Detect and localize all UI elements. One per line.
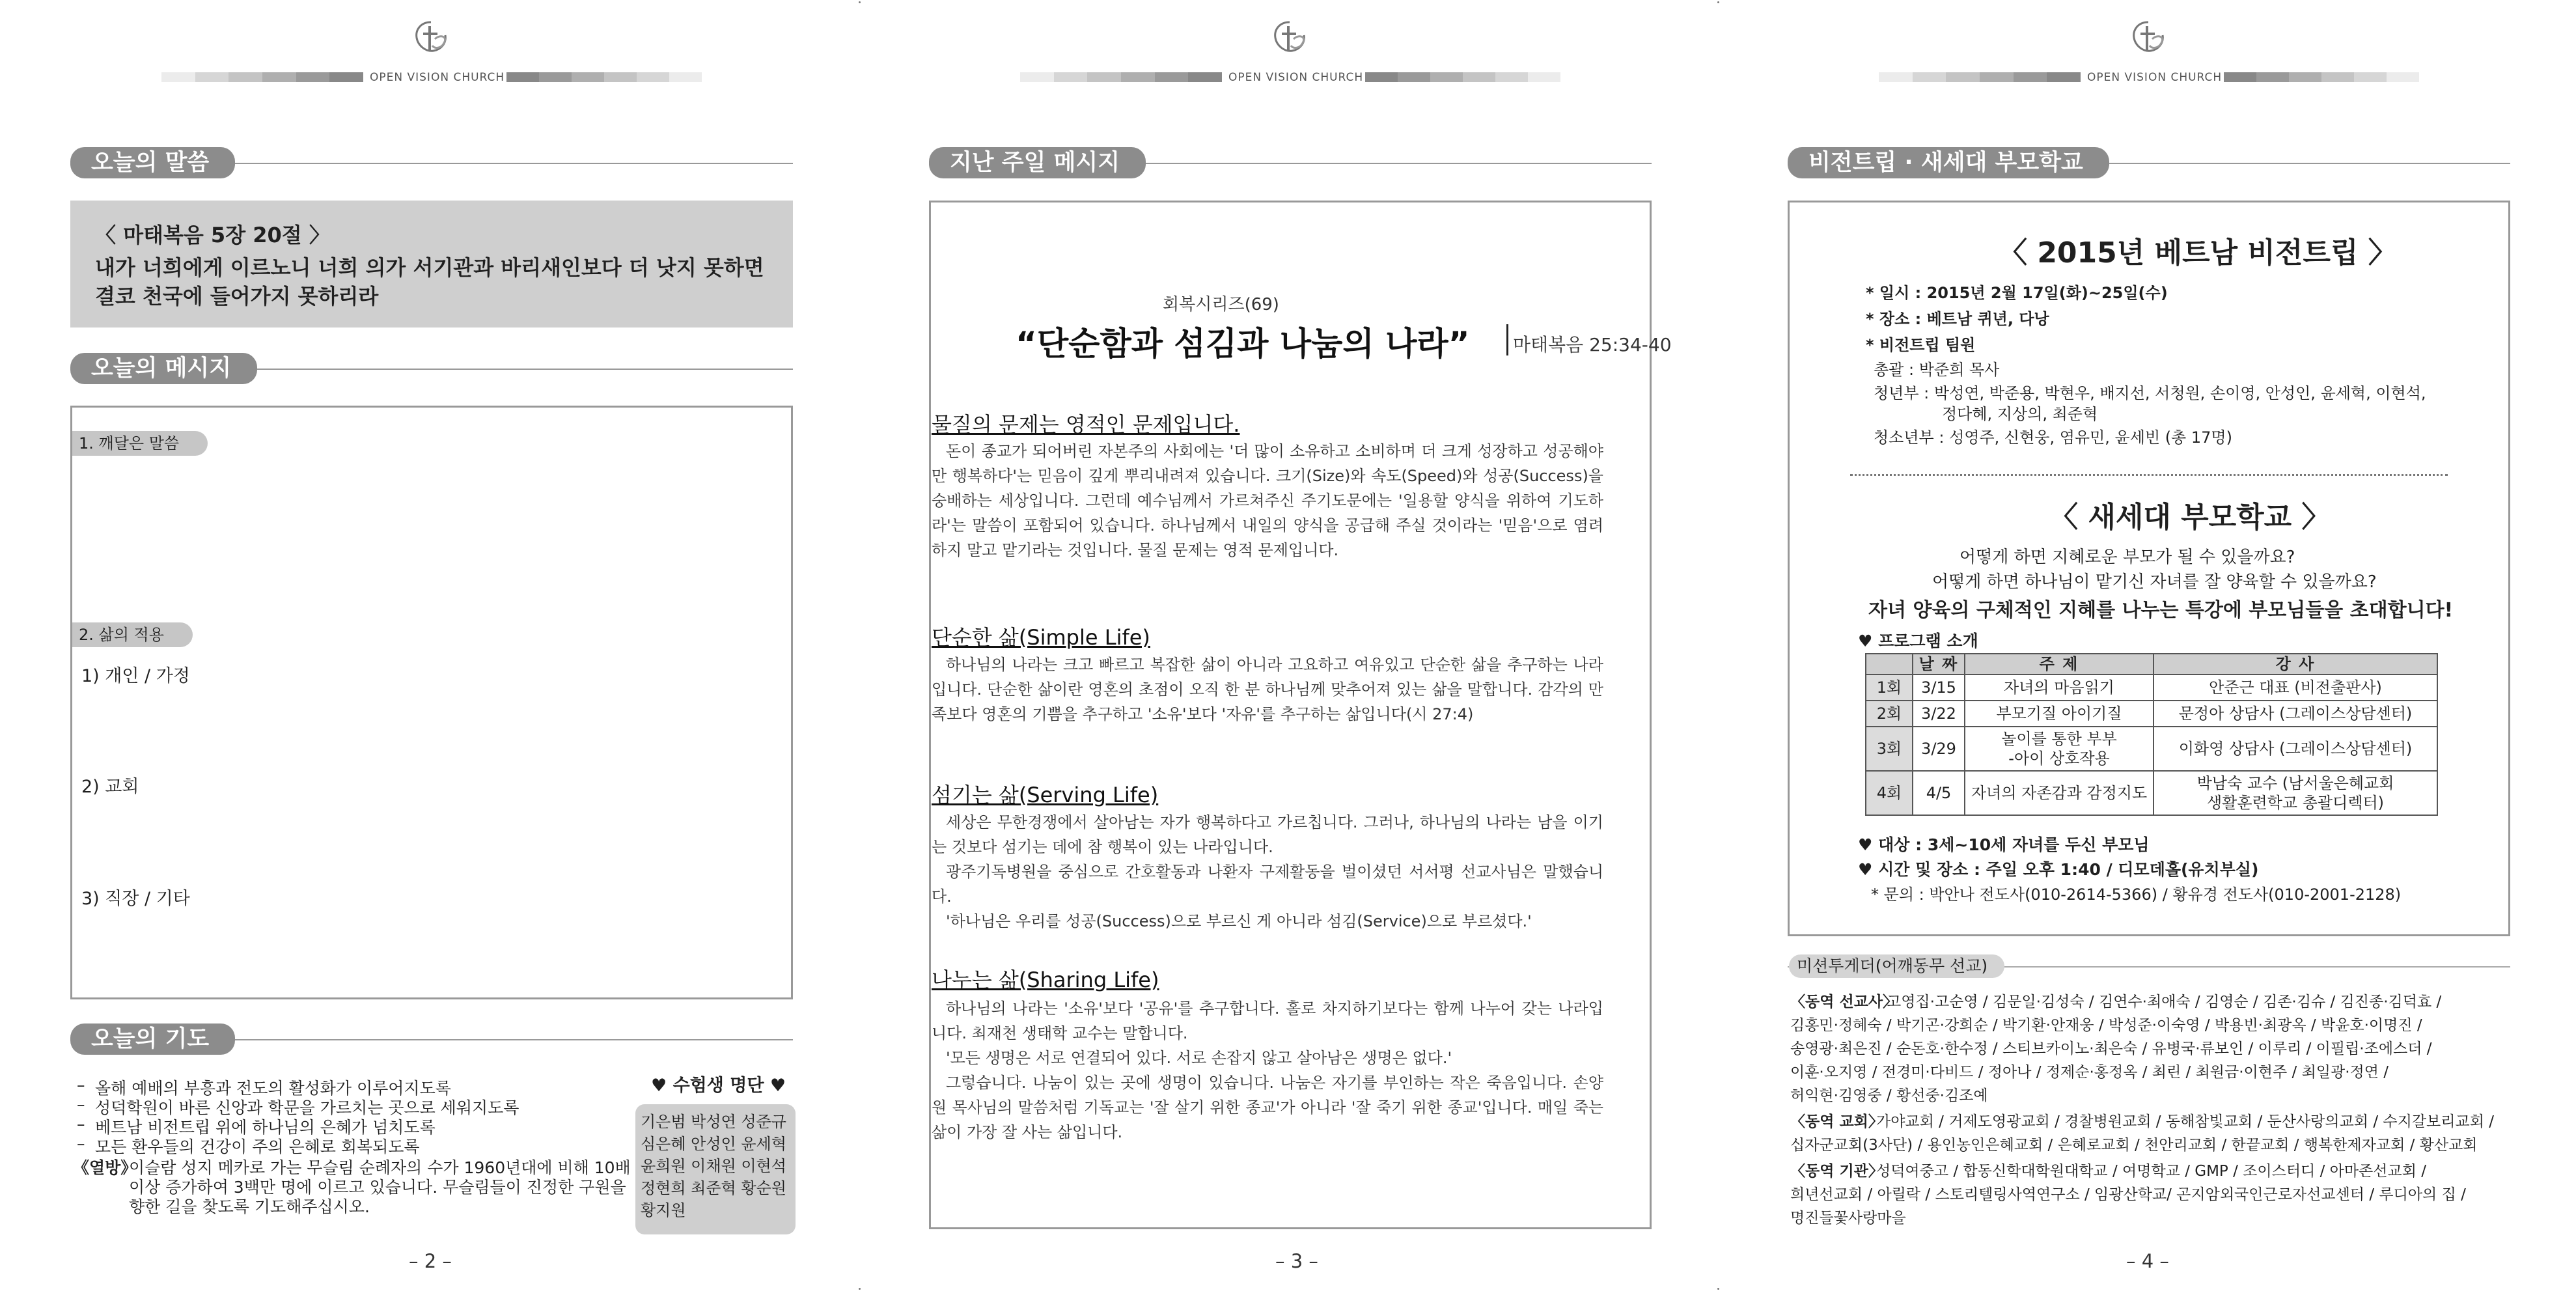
table-cell: 박남숙 교수 (남서울은혜교회 생활훈련학교 총괄디렉터) <box>2154 771 2437 815</box>
section-tab-message: 오늘의 메시지 <box>70 353 257 384</box>
exam-names-row: 심은혜 안성인 윤세혁 <box>641 1135 786 1153</box>
mission-line: 허익현·김영중 / 황선중·김조예 <box>1790 1087 1988 1104</box>
sermon-heading: 물질의 문제는 영적인 문제입니다. <box>932 412 1240 437</box>
exam-names-row: 황지원 <box>641 1201 686 1219</box>
exam-names-row: 정현희 최준혁 황순원 <box>641 1179 786 1197</box>
page-header <box>859 14 1717 84</box>
parent-school-question: 어떻게 하면 하나님이 맡기신 자녀를 잘 양육할 수 있을까요? <box>1932 572 2377 592</box>
page-number: – 3 – <box>1275 1250 1318 1272</box>
table-cell: 자녀의 마음읽기 <box>1965 675 2154 701</box>
table-cell: 2회 <box>1866 701 1913 727</box>
program-table <box>1865 653 2438 816</box>
verse-reference: 〈 마태복음 5장 20절 〉 <box>95 223 330 247</box>
program-time-place: ♥ 시간 및 장소 : 주일 오후 1:40 / 디모데홀(유치부실) <box>1858 860 2259 879</box>
table-cell: 4/5 <box>1913 771 1965 815</box>
sermon-heading: 나누는 삶(Sharing Life) <box>932 968 1159 992</box>
header-stripes-left <box>161 72 363 82</box>
table-cell: 문정아 상담사 (그레이스상담센터) <box>2154 701 2437 727</box>
table-header-cell: 강 사 <box>2154 654 2437 675</box>
mission-line: 김홍민·정혜숙 / 박기곤·강희순 / 박기환·안재웅 / 박성준·이숙영 / 박용빈·최광옥 / 박윤호·이명진 / <box>1790 1017 2422 1034</box>
table-header-cell: 주 제 <box>1965 654 2154 675</box>
church-name: OPEN VISION CHURCH <box>370 71 505 84</box>
header-stripes-left <box>1020 72 1222 82</box>
page-header <box>1717 14 2576 84</box>
church-name: OPEN VISION CHURCH <box>1228 71 1364 84</box>
table-cell: 놀이를 통한 부부 -아이 상호작용 <box>1965 727 2154 771</box>
vision-trip-lead: 총괄 : 박준희 목사 <box>1874 361 2000 379</box>
prayer-item: 모든 환우들의 건강이 주의 은혜로 회복되도록 <box>95 1137 420 1156</box>
sermon-heading: 섬기는 삶(Serving Life) <box>932 783 1159 807</box>
mission-label: 〈동역 기관〉 <box>1790 1163 1883 1180</box>
verse-text-line: 결코 천국에 들어가지 못하리라 <box>95 284 379 309</box>
mission-line: 가야교회 / 거제도영광교회 / 경찰병원교회 / 동해참빛교회 / 둔산사랑의교회 / 수지갈보리교회 / <box>1876 1113 2494 1130</box>
sermon-paragraph: 광주기독병원을 중심으로 간호활동과 나환자 구제활동을 벌이셨던 서서평 선교사님은 말했습니다. <box>932 863 1603 906</box>
table-header-cell: 날 짜 <box>1913 654 1965 675</box>
sermon-quote: '모든 생명은 서로 연결되어 있다. 서로 손잡지 않고 살아남은 생명은 없다.' <box>946 1049 1452 1067</box>
vision-trip-place: * 장소 : 베트남 퀴년, 다낭 <box>1866 310 2049 328</box>
table-row <box>1866 701 2437 727</box>
table-header-row <box>1866 654 2437 675</box>
sermon-scripture: 마태복음 25:34-40 <box>1513 334 1672 355</box>
vision-trip-team: * 비전트립 팀원 <box>1866 336 1976 354</box>
prayer-bullet: – <box>77 1095 85 1114</box>
table-row <box>1866 771 2437 815</box>
program-contact: * 문의 : 박안나 전도사(010-2614-5366) / 황유경 전도사(010-2001-2128) <box>1871 885 2402 904</box>
parent-school-invite: 자녀 양육의 구체적인 지혜를 나누는 특강에 부모님들을 초대합니다! <box>1868 599 2454 622</box>
section-tab-word: 오늘의 말씀 <box>70 147 235 178</box>
nation-text: 이상 증가하여 3백만 명에 이르고 있습니다. 무슬림들이 진정한 구원을 <box>129 1178 626 1197</box>
sermon-series: 회복시리즈(69) <box>1163 295 1279 314</box>
sermon-title: “단순함과 섬김과 나눔의 나라” <box>1016 325 1470 363</box>
vision-trip-title: 〈 2015년 베트남 비전트립 〉 <box>1999 236 2397 270</box>
prayer-bullet: – <box>77 1115 85 1134</box>
table-cell: 3/29 <box>1913 727 1965 771</box>
page-header <box>0 14 859 84</box>
parent-school-title: 〈 새세대 부모학교 〉 <box>2049 501 2331 534</box>
title-divider <box>1506 324 1508 355</box>
header-stripes-right <box>506 72 702 82</box>
vision-trip-youth: 청년부 : 박성연, 박준용, 박현우, 배지선, 서청원, 손이영, 안성인, 윤세혁, 이현석, <box>1874 384 2426 402</box>
program-target: ♥ 대상 : 3세~10세 자녀를 두신 부모님 <box>1858 835 2150 854</box>
table-cell: 부모기질 아이기질 <box>1965 701 2154 727</box>
mission-tab: 미션투게더(어깨동무 선교) <box>1789 954 2004 978</box>
sermon-paragraph: 돈이 종교가 되어버린 자본주의 사회에는 '더 많이 소유하고 소비하며 더 크게 성장하고 성공해야만 행복하다'는 믿음이 깊게 뿌리내려져 있습니다. 크기(Size)와 속도(Speed)와 성공(Success)을 숭배하는 세상입니다. 그런데 예수님께서 가르쳐주신 주기도문에는 '일용할 양식을 위하여 기도하라'는 말씀이 포함되어 있습니다. 하나님께서 내일의 양식을 공급해 주실 것이라는 '믿음'으로 염려하지 말고 맡기라는 것입니다. 물질 문제는 영적 문제입니다. <box>932 442 1603 559</box>
table-cell: 3/22 <box>1913 701 1965 727</box>
table-cell: 1회 <box>1866 675 1913 701</box>
exam-names-box <box>635 1104 796 1234</box>
message-notes-box <box>70 406 793 999</box>
mission-label: 〈동역 교회〉 <box>1790 1113 1883 1130</box>
exam-names-row: 기은범 박성연 성준규 <box>641 1113 786 1131</box>
header-stripes-left <box>1879 72 2081 82</box>
exam-names-row: 윤희원 이채원 이현석 <box>641 1157 786 1175</box>
section-tab-prayer: 오늘의 기도 <box>70 1023 235 1055</box>
table-cell: 자녀의 자존감과 감정지도 <box>1965 771 2154 815</box>
sermon-paragraph: 세상은 무한경쟁에서 살아남는 자가 행복하다고 가르칩니다. 그러나, 하나님의 나라는 남을 이기는 것보다 섬기는 데에 참 행복이 있는 나라입니다. <box>932 813 1603 856</box>
church-logo-icon <box>411 20 450 56</box>
notes-section-label: 2. 삶의 적용 <box>72 622 193 647</box>
nation-label: 《열방》 <box>73 1158 137 1177</box>
mission-line: 송영광·최은진 / 순돈호·한수정 / 스티브카이노·최은숙 / 유병국·류보인 / 이루리 / 이필립·조에스더 / <box>1790 1040 2432 1057</box>
church-name: OPEN VISION CHURCH <box>2087 71 2223 84</box>
table-cell: 이화영 상담사 (그레이스상담센터) <box>2154 727 2437 771</box>
sermon-quote: '하나님은 우리를 성공(Success)으로 부르신 게 아니라 섬김(Service)으로 부르셨다.' <box>946 912 1532 930</box>
program-heading: ♥ 프로그램 소개 <box>1858 632 1978 650</box>
table-header-cell <box>1866 654 1913 675</box>
verse-text-line: 내가 너희에게 이르노니 너희 의가 서기관과 바리새인보다 더 낫지 못하면 <box>95 255 764 280</box>
page-2 <box>0 0 859 1295</box>
page-4 <box>1717 0 2576 1295</box>
sermon-paragraph: 그렇습니다. 나눔이 있는 곳에 생명이 있습니다. 나눔은 자기를 부인하는 작은 죽음입니다. 손양원 목사님의 말씀처럼 기독교는 '잘 살기 위한 종교'가 아니라 '잘 죽기 위한 종교'입니다. 매일 죽는 삶이 가장 잘 사는 삶입니다. <box>932 1074 1603 1141</box>
prayer-item: 베트남 비전트립 위에 하나님의 은혜가 넘치도록 <box>95 1118 436 1137</box>
mission-line: 고영집·고순영 / 김문일·김성숙 / 김연수·최애숙 / 김영순 / 김존·김슈 / 김진종·김덕효 / <box>1887 994 2442 1010</box>
sermon-heading: 단순한 삶(Simple Life) <box>932 625 1150 650</box>
table-cell: 4회 <box>1866 771 1913 815</box>
nation-text: 향한 길을 찾도록 기도해주십시오. <box>129 1197 370 1216</box>
page-number: – 2 – <box>409 1250 452 1272</box>
notes-section-label: 1. 깨달은 말씀 <box>72 431 208 456</box>
scripture-box <box>70 201 793 327</box>
apply-item: 3) 직장 / 기타 <box>81 889 190 909</box>
table-row <box>1866 727 2437 771</box>
page-3 <box>859 0 1717 1295</box>
mission-line: 이훈·오지영 / 전경미·다비드 / 정아나 / 정제순·홍정옥 / 최린 / 최원금·이현주 / 최일광·정연 / <box>1790 1064 2389 1081</box>
church-logo-icon <box>2129 20 2168 56</box>
dotted-divider <box>1850 474 2448 476</box>
apply-item: 2) 교회 <box>81 777 139 797</box>
prayer-item: 올해 예배의 부흥과 전도의 활성화가 이루어지도록 <box>95 1079 451 1098</box>
exam-list-title: ♥ 수험생 명단 ♥ <box>651 1076 786 1096</box>
table-cell: 3/15 <box>1913 675 1965 701</box>
table-cell: 3회 <box>1866 727 1913 771</box>
nation-text: 이슬람 성지 메카로 가는 무슬림 순례자의 수가 1960년대에 비해 10배 <box>129 1158 631 1177</box>
page-number: – 4 – <box>2126 1250 2169 1272</box>
mission-line: 희년선교회 / 아릴락 / 스토리텔링사역연구소 / 임광산학교/ 곤지암외국인근로자선교센터 / 루디아의 집 / <box>1790 1186 2466 1203</box>
header-stripes-right <box>2224 72 2419 82</box>
table-cell: 안준근 대표 (비전출판사) <box>2154 675 2437 701</box>
mission-line: 십자군교회(3사단) / 용인농인은혜교회 / 은혜로교회 / 천안리교회 / 한끝교회 / 행복한제자교회 / 황산교회 <box>1790 1137 2478 1154</box>
parent-school-question: 어떻게 하면 지혜로운 부모가 될 수 있을까요? <box>1960 548 2295 567</box>
table-row <box>1866 675 2437 701</box>
prayer-bullet: – <box>77 1076 85 1094</box>
sermon-paragraph: 하나님의 나라는 '소유'보다 '공유'를 추구합니다. 홀로 차지하기보다는 함께 나누어 갖는 나라입니다. 최재천 생태학 교수는 말합니다. <box>932 999 1603 1042</box>
header-stripes-right <box>1365 72 1560 82</box>
vision-trip-youth: 정다혜, 지상의, 최준혁 <box>1942 405 2098 423</box>
vision-trip-teens: 청소년부 : 성영주, 신현웅, 염유민, 윤세빈 (총 17명) <box>1874 428 2232 447</box>
church-logo-icon <box>1270 20 1309 56</box>
section-tab-vision-trip: 비전트립 · 새세대 부모학교 <box>1788 147 2109 178</box>
mission-line: 명진들꽃사랑마을 <box>1790 1210 1906 1227</box>
prayer-item: 성덕학원이 바른 신앙과 학문을 가르치는 곳으로 세워지도록 <box>95 1098 519 1117</box>
section-tab-last-sermon: 지난 주일 메시지 <box>929 147 1146 178</box>
prayer-bullet: – <box>77 1134 85 1153</box>
sermon-paragraph: 하나님의 나라는 크고 빠르고 복잡한 삶이 아니라 고요하고 여유있고 단순한 삶을 추구하는 나라입니다. 단순한 삶이란 영혼의 초점이 오직 한 분 하나님께 맞추어져 있는 삶을 말합니다. 감각의 만족보다 영혼의 기쁨을 추구하고 '소유'보다 '자유'를 추구하는 삶입니다(시 27:4) <box>932 656 1603 723</box>
apply-item: 1) 개인 / 가정 <box>81 666 190 686</box>
mission-label: 〈동역 선교사〉 <box>1790 994 1898 1010</box>
mission-line: 성덕여중고 / 합동신학대학원대학교 / 여명학교 / GMP / 조이스터디 / 아마존선교회 / <box>1876 1163 2426 1180</box>
vision-trip-date: * 일시 : 2015년 2월 17일(화)~25일(수) <box>1866 284 2168 302</box>
